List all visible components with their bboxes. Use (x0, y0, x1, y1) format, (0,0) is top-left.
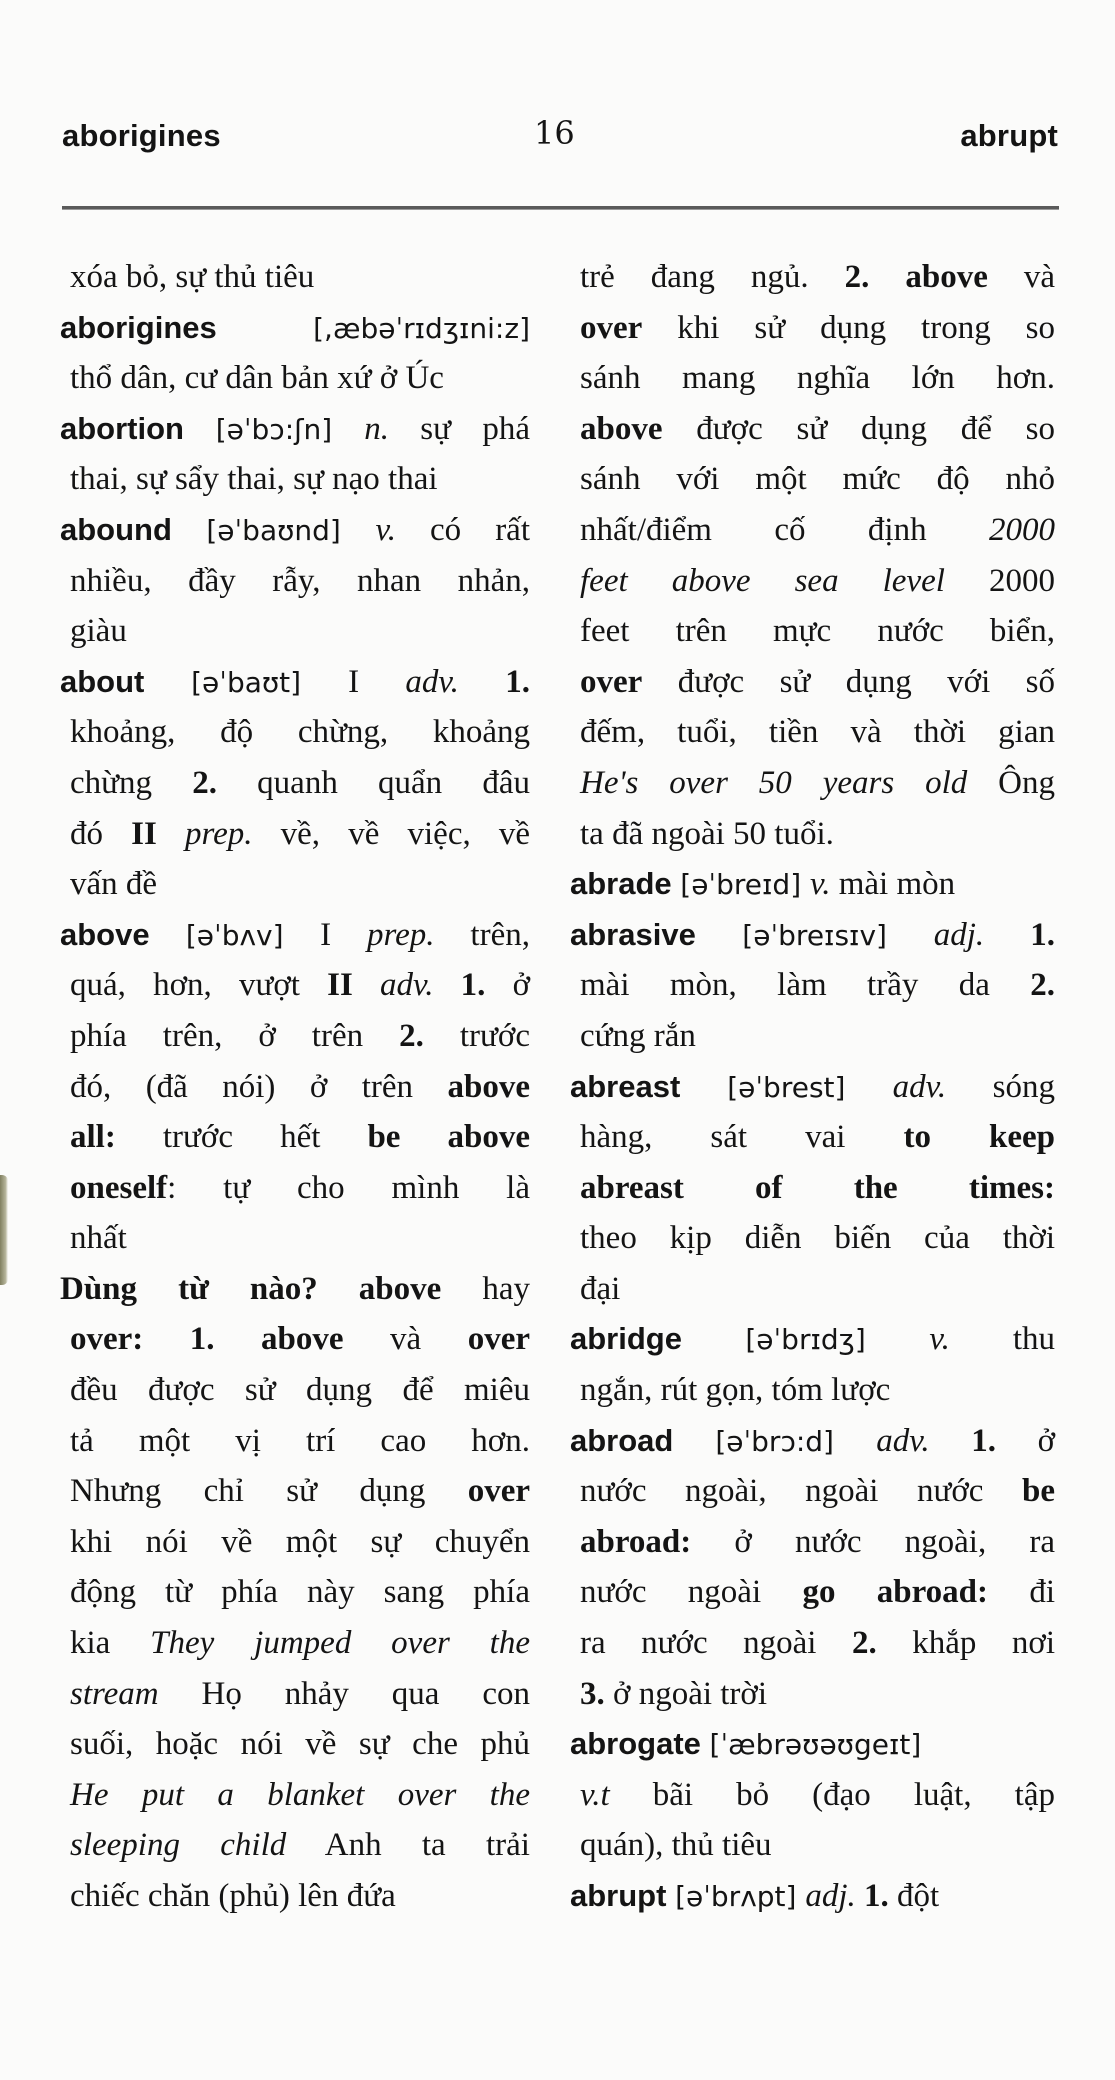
bold-text: above (580, 410, 663, 447)
definition-text: nước ngoài (580, 1574, 803, 1611)
definition-text: 2000 (944, 562, 1055, 599)
entry-text-line (60, 353, 530, 404)
entry-text-line (570, 1820, 1055, 1871)
bold-text: be above (367, 1119, 530, 1156)
definition-text: nhất (70, 1220, 127, 1257)
bold-text: over (580, 309, 643, 346)
pronunciation: [əˈbrɔ:d] (715, 1424, 877, 1458)
entry-text-line (570, 758, 1055, 809)
definition-text: I (320, 916, 368, 953)
entry-text-line (570, 303, 1055, 354)
entry-text-line (60, 1416, 530, 1467)
italic-text: adj. (933, 916, 985, 953)
italic-text: v. (375, 511, 396, 548)
headword: abrogate (570, 1726, 710, 1762)
headword: above (60, 916, 186, 952)
definition-text: có rất (395, 511, 530, 548)
definition-text: vấn đề (70, 866, 158, 903)
definition-text: ngắn, rút gọn, tóm lược (580, 1372, 891, 1409)
entry-headword-line (570, 859, 1055, 910)
bold-text: 3. (580, 1675, 605, 1712)
entry-text-line (570, 809, 1055, 860)
definition-text: cứng rắn (580, 1017, 696, 1054)
bold-text: abreast of the times: (580, 1169, 1055, 1206)
entry-text-line (570, 1770, 1055, 1821)
entry-text-line (570, 657, 1055, 708)
entry-text-line (570, 1011, 1055, 1062)
entry-headword-line (570, 1314, 1055, 1365)
entry-text-line (60, 758, 530, 809)
pronunciation: [əˈbɔ:ʃn] (215, 412, 365, 446)
definition-text: feet trên mực nước biển, (580, 613, 1055, 650)
definition-text: đại (580, 1270, 621, 1307)
entry-text-line (60, 1011, 530, 1062)
definition-text: chừng (70, 764, 193, 801)
bold-text: Dùng từ nào? above (60, 1270, 442, 1307)
entry-text-line (60, 1163, 530, 1214)
definition-text: kia (70, 1625, 151, 1662)
entry-text-line (570, 960, 1055, 1011)
definition-text: suối, hoặc nói về sự che phủ (70, 1726, 530, 1763)
headword: about (60, 663, 192, 699)
definition-text: mài mòn, làm trầy da (580, 967, 1031, 1004)
pronunciation: [əˈbaʊt] (191, 665, 349, 699)
definition-text: tả một vị trí cao hơn. (70, 1422, 530, 1459)
entry-headword-line (570, 1719, 1055, 1770)
definition-text: khắp nơi (876, 1625, 1055, 1662)
bold-text: II (131, 815, 185, 852)
definition-text: đó, (đã nói) ở trên (70, 1068, 448, 1105)
bold-text: over: 1. above (70, 1321, 344, 1358)
definition-text: được sử dụng để so (662, 410, 1055, 447)
entry-text-line (570, 707, 1055, 758)
definition-text: đó (70, 815, 132, 852)
guide-word-left: aborigines (62, 118, 221, 153)
bold-text: over (467, 1473, 530, 1510)
italic-text: sleeping child (70, 1827, 287, 1864)
entry-text-line (570, 606, 1055, 657)
definition-text: sánh mang nghĩa lớn hơn. (580, 360, 1055, 397)
bold-text: 2. (851, 1625, 877, 1662)
entry-text-line (60, 1466, 530, 1517)
entry-headword-line (570, 1871, 1055, 1922)
entry-text-line (60, 1820, 530, 1871)
italic-text: He's over 50 years old (580, 764, 968, 801)
definition-text: nhất/điểm cố định (580, 511, 989, 548)
entry-headword-line (570, 1062, 1055, 1113)
bold-text: abroad: (580, 1523, 692, 1560)
italic-text: adv. (380, 967, 434, 1004)
definition-text: trẻ đang ngủ. (580, 259, 845, 295)
definition-text: ở (996, 1422, 1056, 1459)
header-rule (62, 206, 1059, 210)
definition-text: ở ngoài trời (604, 1675, 768, 1712)
italic-text: He put a blanket over the (70, 1776, 530, 1813)
entry-text-line (60, 1618, 530, 1669)
entry-text-line (60, 1719, 530, 1770)
pronunciation: [əˈbrʌpt] (675, 1880, 806, 1913)
definition-text: chiếc chăn (phủ) lên đứa (70, 1878, 396, 1914)
entry-headword-line (60, 303, 530, 354)
entry-text-line (570, 556, 1055, 607)
definition-text: Ông (967, 764, 1055, 801)
headword: abroad (570, 1422, 716, 1458)
definition-text: I (348, 663, 406, 700)
bold-text: be (1022, 1473, 1055, 1510)
definition-text: xóa bỏ, sự thủ tiêu (70, 259, 315, 295)
bold-text: 1. (433, 967, 486, 1004)
entry-text-line (60, 606, 530, 657)
headword: abridge (570, 1321, 746, 1357)
italic-text: adv. (876, 1422, 930, 1459)
definition-text: hay (441, 1270, 530, 1307)
bold-text: 2. (399, 1017, 424, 1054)
definition-text: trước (423, 1017, 530, 1054)
right-column (570, 252, 1055, 1922)
entry-text-line (60, 1365, 530, 1416)
pronunciation: [əˈbaʊnd] (206, 513, 376, 547)
entry-text-line (60, 1112, 530, 1163)
definition-text: ở (485, 967, 531, 1004)
definition-text: phía trên, ở trên (70, 1017, 400, 1054)
definition-text: và (343, 1321, 468, 1358)
entry-headword-line (60, 404, 530, 455)
entry-text-line (570, 1112, 1055, 1163)
italic-text: v.t (580, 1776, 610, 1813)
definition-text: đi (988, 1574, 1055, 1611)
definition-text: về, về việc, về (252, 815, 531, 852)
italic-text: stream (70, 1675, 159, 1712)
entry-text-line (60, 556, 530, 607)
definition-text: Nhưng chỉ sử dụng (70, 1473, 468, 1510)
entry-text-line (570, 454, 1055, 505)
definition-text: đếm, tuổi, tiền và thời gian (580, 714, 1055, 751)
definition-text: mài mòn (830, 866, 956, 903)
entry-text-line (60, 1213, 530, 1264)
entry-text-line (570, 1618, 1055, 1669)
bold-text: 2. above (844, 259, 988, 295)
italic-text: prep. (367, 916, 435, 953)
definition-text: sánh với một mức độ nhỏ (580, 461, 1055, 498)
definition-text: đột (888, 1878, 940, 1914)
definition-text: khi sử dụng trong so (642, 309, 1055, 346)
headword: aborigines (60, 309, 314, 345)
headword: abrade (570, 866, 681, 902)
italic-text: feet above sea level (580, 562, 945, 599)
pronunciation: [əˈbreɪsɪv] (742, 918, 934, 952)
entry-text-line (60, 1264, 530, 1315)
entry-text-line (570, 1213, 1055, 1264)
definition-text: khi nói về một sự chuyển (70, 1523, 530, 1560)
definition-text: bãi bỏ (đạo luật, tập (609, 1776, 1055, 1813)
entry-text-line (60, 1770, 530, 1821)
entry-headword-line (570, 1416, 1055, 1467)
left-column (60, 252, 530, 1922)
entry-text-line (570, 1163, 1055, 1214)
bold-text: 1. (929, 1422, 996, 1459)
headword: abrasive (570, 916, 743, 952)
entry-text-line (570, 353, 1055, 404)
italic-text: 2000 (989, 511, 1055, 548)
entry-headword-line (60, 657, 530, 708)
entry-text-line (60, 454, 530, 505)
definition-text: hàng, sát vai (580, 1119, 904, 1156)
italic-text: v. (810, 866, 831, 903)
page-number: 16 (534, 114, 575, 152)
entry-headword-line (60, 505, 530, 556)
bold-text: 2. (1030, 967, 1055, 1004)
definition-text: quán), thủ tiêu (580, 1827, 772, 1864)
bold-text: go abroad: (802, 1574, 988, 1611)
definition-text: sự phá (388, 410, 530, 447)
definition-text: trước hết (115, 1119, 368, 1156)
pronunciation: [,æbəˈrɪdʒɪni:z] (313, 311, 530, 345)
definition-text: nước ngoài, ngoài nước (580, 1473, 1022, 1510)
entry-text-line (570, 1517, 1055, 1568)
italic-text: adv. (405, 663, 459, 700)
entry-text-line (60, 1314, 530, 1365)
entry-text-line (60, 1871, 530, 1922)
definition-text: thai, sự sẩy thai, sự nạo thai (70, 461, 438, 498)
bold-text: 2. (192, 764, 217, 801)
bold-text: over (467, 1321, 530, 1358)
bold-text: 1. (458, 663, 530, 700)
definition-text: Họ nhảy qua con (158, 1675, 530, 1712)
definition-text: thu (949, 1321, 1056, 1358)
definition-text: ra nước ngoài (580, 1625, 852, 1662)
bold-text: to keep (903, 1119, 1055, 1156)
definition-text: quanh quẩn đâu (216, 764, 530, 801)
entry-text-line (60, 809, 530, 860)
bold-text: II (327, 967, 380, 1004)
definition-text: theo kịp diễn biến của thời (580, 1220, 1055, 1257)
definition-text: Anh ta trải (286, 1827, 530, 1864)
entry-text-line (60, 1567, 530, 1618)
definition-text: sóng (946, 1068, 1055, 1105)
definition-text: : tự cho mình là (167, 1169, 530, 1206)
headword: abortion (60, 410, 216, 446)
definition-text: động từ phía này sang phía (70, 1574, 530, 1611)
entry-text-line (570, 1669, 1055, 1720)
bold-text: over (580, 663, 643, 700)
pronunciation: [əˈbʌv] (185, 918, 321, 952)
italic-text: prep. (185, 815, 253, 852)
headword: abound (60, 511, 207, 547)
italic-text: They jumped over the (150, 1625, 530, 1662)
definition-text: giàu (70, 613, 127, 650)
entry-text-line (60, 960, 530, 1011)
pronunciation: [əˈbrɪdʒ] (745, 1323, 930, 1357)
bold-text: all: (70, 1119, 116, 1156)
headword: abrupt (570, 1878, 676, 1913)
entry-text-line (570, 1264, 1055, 1315)
pronunciation: [əˈbrest] (727, 1070, 893, 1104)
definition-text: ta đã ngoài 50 tuổi. (580, 815, 834, 852)
pronunciation: [əˈbreɪd] (680, 868, 811, 902)
entry-text-line (570, 404, 1055, 455)
entry-text-line (570, 1365, 1055, 1416)
definition-text: khoảng, độ chừng, khoảng (70, 714, 530, 751)
italic-text: v. (929, 1321, 950, 1358)
entry-text-line (570, 1466, 1055, 1517)
definition-text: trên, (434, 916, 530, 953)
entry-text-line (60, 252, 530, 303)
bold-text: oneself (70, 1169, 168, 1206)
bold-text: 1. (855, 1878, 889, 1914)
entry-text-line (60, 707, 530, 758)
pronunciation: [ˈæbrəʊəʊgeɪt] (709, 1728, 922, 1762)
running-header (62, 114, 1062, 168)
guide-word-right: abrupt (960, 118, 1058, 153)
entry-text-line (60, 1062, 530, 1113)
definition-text: nhiều, đầy rẫy, nhan nhản, (70, 562, 530, 599)
definition-text: quá, hơn, vượt (70, 967, 328, 1004)
entry-headword-line (60, 910, 530, 961)
entry-text-line (60, 859, 530, 910)
book-binding-edge (0, 1175, 8, 1285)
entry-text-line (570, 1567, 1055, 1618)
entry-text-line (570, 252, 1055, 303)
definition-text: và (987, 259, 1056, 295)
italic-text: adj. (805, 1878, 856, 1914)
definition-text: ở nước ngoài, ra (691, 1523, 1055, 1560)
headword: abreast (570, 1068, 728, 1104)
entry-text-line (60, 1669, 530, 1720)
entry-text-line (570, 505, 1055, 556)
definition-text: thổ dân, cư dân bản xứ ở Úc (70, 360, 444, 397)
italic-text: n. (364, 410, 389, 447)
bold-text: 1. (984, 916, 1055, 953)
entry-text-line (60, 1517, 530, 1568)
entry-headword-line (570, 910, 1055, 961)
italic-text: adv. (892, 1068, 947, 1105)
bold-text: above (447, 1068, 530, 1105)
definition-text: đều được sử dụng để miêu (70, 1372, 530, 1409)
definition-text: được sử dụng với số (642, 663, 1055, 700)
